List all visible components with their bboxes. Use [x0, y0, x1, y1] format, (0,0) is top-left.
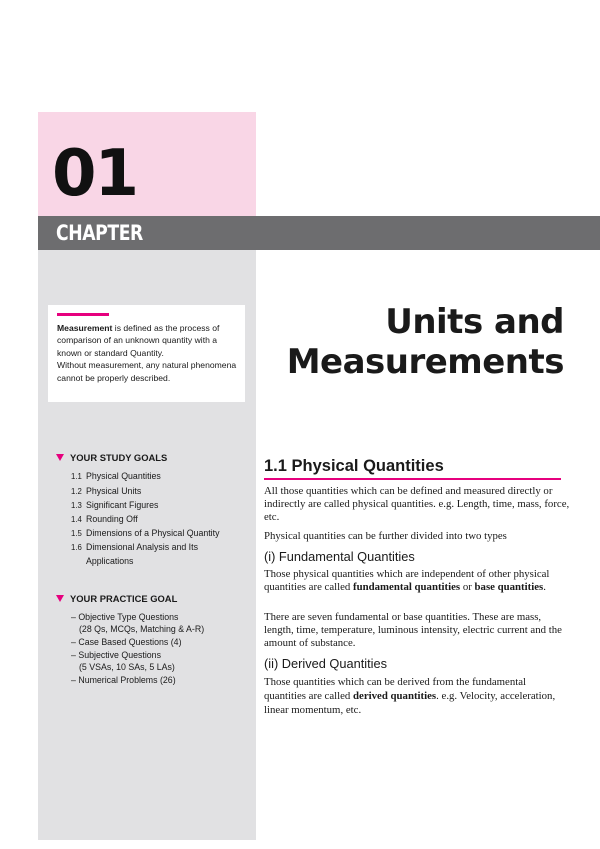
paragraph-fundamental-text: Those physical quantities which are independent of other physical quantities are called: [264, 568, 550, 594]
paragraph-seven-quantities: There are seven fundamental or base quantities. These are mass, length, time, temperature, luminous intensity, electric current and the amount of substance.: [264, 611, 562, 650]
paragraph-fundamental-end: .: [543, 581, 546, 594]
goal-number: 1.2: [71, 487, 82, 496]
term-fundamental-quantities: fundamental quantities: [353, 581, 461, 594]
triangle-bullet-icon: [56, 454, 64, 461]
paragraph-derived: [264, 675, 570, 717]
study-goals-heading: [56, 452, 167, 464]
chapter-title-line1: Units and: [385, 302, 564, 342]
study-goal-item: [71, 527, 219, 540]
definition-body: is defined as the process of comparison of an unknown quantity with a known or standard Quantity.: [57, 323, 220, 358]
goal-label: Significant Figures: [86, 500, 159, 510]
chapter-label: CHAPTER: [56, 221, 143, 245]
study-goal-item: [71, 513, 138, 526]
study-goal-item: [71, 555, 133, 567]
practice-goal-item: (28 Qs, MCQs, Matching & A-R): [79, 624, 205, 634]
study-goal-item: [71, 499, 158, 512]
practice-goal-item: – Subjective Questions: [71, 650, 161, 660]
study-goals-heading-text: YOUR STUDY GOALS: [70, 452, 168, 463]
section-heading-rule: [264, 478, 561, 480]
triangle-bullet-icon: [56, 595, 64, 602]
chapter-number: 01: [52, 137, 138, 211]
goal-label: Physical Units: [86, 486, 142, 496]
paragraph-derived-text: Those quantities which can be derived from the fundamental quantities are called: [264, 676, 527, 702]
chapter-title: [287, 302, 564, 382]
subheading-fundamental: (i) Fundamental Quantities: [264, 549, 415, 564]
goal-number: 1.3: [71, 501, 82, 510]
practice-goal-heading-text: YOUR PRACTICE GOAL: [70, 593, 178, 604]
definition-term: Measurement: [57, 323, 113, 333]
practice-goal-item: – Objective Type Questions: [71, 612, 179, 622]
study-goal-item: [71, 485, 141, 498]
practice-goal-item: – Numerical Problems (26): [71, 675, 176, 685]
paragraph-derived-end: . e.g. Velocity, acceleration, linear momentum, etc.: [264, 690, 556, 716]
goal-number: 1.5: [71, 529, 82, 538]
goal-number: 1.6: [71, 543, 82, 552]
paragraph-definition: All those quantities which can be defined and measured directly or indirectly are called physical quantities. e.g. Length, time, mass, force, etc.: [264, 485, 570, 524]
study-goal-item: [71, 470, 161, 483]
goal-number: 1.4: [71, 515, 82, 524]
practice-goal-item: – Case Based Questions (4): [71, 637, 182, 647]
paragraph-types: Physical quantities can be further divided into two types: [264, 530, 507, 542]
section-heading: 1.1 Physical Quantities: [264, 457, 444, 475]
goal-label: Applications: [86, 556, 134, 566]
goal-number: 1.1: [71, 472, 82, 481]
definition-accent-line: [57, 313, 109, 316]
term-derived-quantities: derived quantities: [353, 690, 437, 702]
goal-label: Rounding Off: [86, 514, 138, 524]
goal-label: Dimensional Analysis and Its: [86, 542, 198, 552]
chapter-title-line2: Measurements: [286, 342, 564, 382]
goal-label: Physical Quantities: [86, 471, 161, 481]
definition-text: [57, 322, 243, 384]
study-goal-item: [71, 541, 198, 554]
term-base-quantities: base quantities: [474, 581, 544, 594]
paragraph-fundamental-or: or: [460, 581, 475, 594]
subheading-derived: (ii) Derived Quantities: [264, 656, 388, 671]
definition-note: Without measurement, any natural phenomena cannot be properly described.: [57, 360, 237, 383]
goal-label: Dimensions of a Physical Quantity: [86, 528, 220, 538]
paragraph-fundamental: [264, 568, 570, 594]
practice-goal-heading: [56, 593, 177, 605]
practice-goal-item: (5 VSAs, 10 SAs, 5 LAs): [79, 662, 175, 672]
